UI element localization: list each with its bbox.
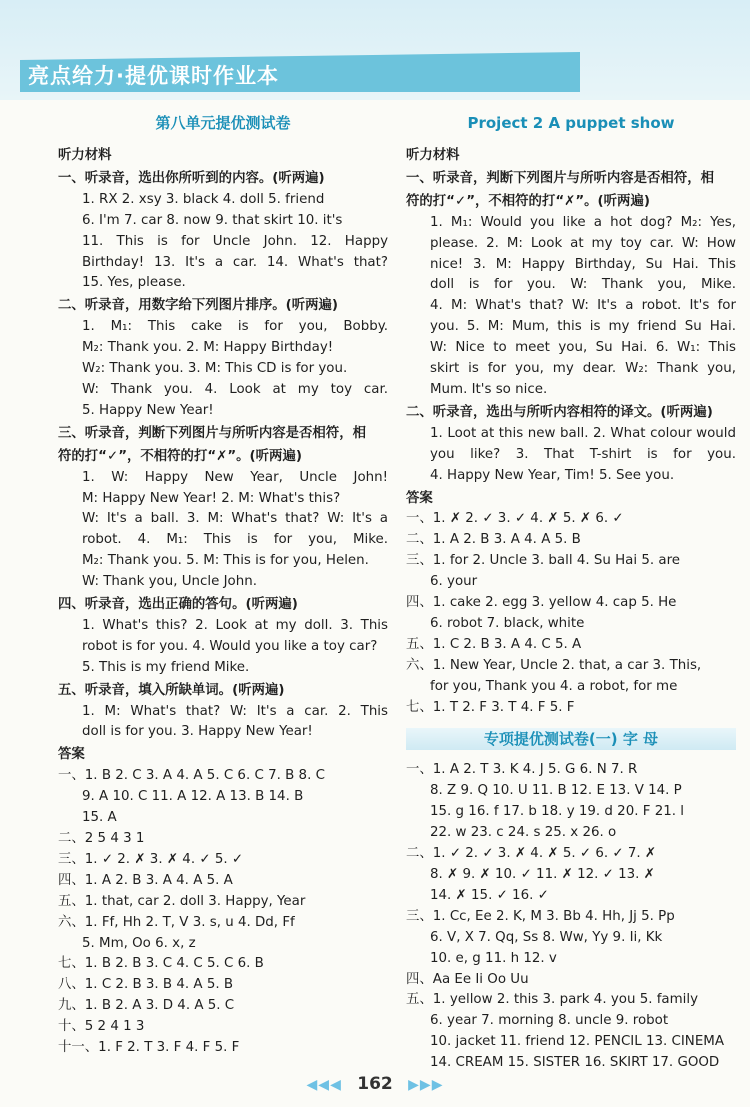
text-line: W: Thank you. 4. Look at my toy car.	[82, 381, 388, 397]
text-line: 七、1. T 2. F 3. T 4. F 5. F	[406, 699, 575, 715]
text-line: 六、1. Ff, Hh 2. T, V 3. s, u 4. Dd, Ff	[58, 914, 295, 930]
text-line: 4. Happy New Year, Tim! 5. See you.	[430, 467, 675, 483]
text-line: 6. V, X 7. Qq, Ss 8. Ww, Yy 9. Ii, Kk	[430, 929, 663, 945]
text-line: 答案	[406, 490, 433, 506]
text-line: 8. ✗ 9. ✗ 10. ✓ 11. ✗ 12. ✓ 13. ✗	[430, 867, 655, 882]
text-line: 四、Aa Ee Ii Oo Uu	[406, 971, 529, 987]
text-line: 七、1. B 2. B 3. C 4. C 5. C 6. B	[58, 956, 264, 972]
text-line: 八、1. C 2. B 3. B 4. A 5. B	[58, 977, 234, 993]
text-line: you like? 3. That T-shirt is for you.	[430, 446, 736, 462]
section-title-letters: 专项提优测试卷(一) 字 母	[406, 728, 736, 750]
right-lines	[406, 146, 736, 718]
right-arrows-icon: ▶▶▶	[408, 1077, 444, 1093]
text-line: 二、2 5 4 3 1	[58, 831, 145, 846]
text-line: 1. M₁: Would you like a hot dog? M₂: Yes,	[430, 214, 736, 230]
text-line: 11. This is for Uncle John. 12. Happy	[82, 233, 388, 249]
text-line: 一、1. B 2. C 3. A 4. A 5. C 6. C 7. B 8. C	[58, 768, 325, 784]
text-line: 符的打“✓”，不相符的打“✗”。(听两遍)	[58, 448, 302, 464]
page-header	[0, 0, 750, 100]
text-line: 答案	[58, 747, 85, 763]
text-line: 1. M₁: This cake is for you, Bobby.	[82, 319, 388, 335]
text-line: 一、1. ✗ 2. ✓ 3. ✓ 4. ✗ 5. ✗ 6. ✓	[406, 511, 624, 527]
text-line: 14. ✗ 15. ✓ 16. ✓	[430, 887, 549, 903]
text-line: 四、听录音，选出正确的答句。(听两遍)	[58, 597, 298, 613]
page-footer	[0, 1074, 750, 1094]
text-line: 15. A	[82, 810, 117, 826]
text-line: 6. I'm 7. car 8. now 9. that skirt 10. it's	[82, 212, 343, 228]
brand-title: 亮点给力·提优课时作业本	[28, 64, 279, 88]
text-line: 十、5 2 4 1 3	[58, 1019, 145, 1035]
text-line: 二、1. A 2. B 3. A 4. A 5. B	[406, 532, 581, 548]
text-line: 五、1. that, car 2. doll 3. Happy, Year	[58, 893, 306, 909]
text-line: you. 5. M: Mum, this is my friend Su Hai.	[430, 319, 736, 335]
text-line: 二、1. ✓ 2. ✓ 3. ✗ 4. ✗ 5. ✓ 6. ✓ 7. ✗	[406, 846, 657, 862]
text-line: 四、1. A 2. B 3. A 4. A 5. A	[58, 872, 233, 888]
text-line: 22. w 23. c 24. s 25. x 26. o	[430, 825, 617, 841]
text-line: 一、听录音，选出你所听到的内容。(听两遍)	[58, 170, 325, 186]
text-line: 6. your	[430, 574, 478, 590]
text-line: 1. W: Happy New Year, Uncle John!	[82, 469, 388, 485]
text-line: M₂: Thank you. 2. M: Happy Birthday!	[82, 340, 334, 356]
text-line: 四、1. cake 2. egg 3. yellow 4. cap 5. He	[406, 595, 677, 611]
page-number: 162	[357, 1074, 393, 1094]
text-line: 1. Loot at this new ball. 2. What colour would	[430, 425, 736, 441]
text-line: 一、听录音，判断下列图片与所听内容是否相符，相	[406, 170, 714, 186]
text-line: 五、1. C 2. B 3. A 4. C 5. A	[406, 636, 582, 652]
left-column	[58, 110, 388, 1059]
text-line: nice! 3. M: Happy Birthday, Su Hai. This	[430, 256, 736, 272]
text-line: robot. 4. M₁: This is for you, Mike.	[82, 532, 388, 548]
right-lines2	[406, 760, 736, 1074]
text-line: 三、1. Cc, Ee 2. K, M 3. Bb 4. Hh, Jj 5. Pp	[406, 908, 675, 924]
text-line: 4. M: What's that? W: It's a robot. It's for	[430, 298, 736, 314]
text-line: 五、1. yellow 2. this 3. park 4. you 5. family	[406, 992, 699, 1008]
text-line: W₂: Thank you. 3. M: This CD is for you.	[82, 361, 348, 377]
text-line: 九、1. B 2. A 3. D 4. A 5. C	[58, 998, 235, 1014]
right-column	[406, 110, 736, 1074]
text-line: 三、1. for 2. Uncle 3. ball 4. Su Hai 5. are	[406, 553, 681, 569]
text-line: W: Thank you, Uncle John.	[82, 574, 257, 590]
text-line: 听力材料	[58, 148, 112, 163]
section-title-project2: Project 2 A puppet show	[467, 114, 675, 132]
text-line: 15. Yes, please.	[82, 275, 186, 291]
text-line: 一、1. A 2. T 3. K 4. J 5. G 6. N 7. R	[406, 762, 638, 778]
text-line: 1. RX 2. xsy 3. black 4. doll 5. friend	[82, 191, 325, 207]
text-line: for you, Thank you 4. a robot, for me	[430, 678, 678, 694]
text-line: 15. g 16. f 17. b 18. y 19. d 20. F 21. l	[430, 804, 684, 820]
text-line: 六、1. New Year, Uncle 2. that, a car 3. This,	[406, 657, 702, 673]
left-arrows-icon: ◀◀◀	[306, 1077, 342, 1093]
text-line: 5. Happy New Year!	[82, 402, 214, 418]
text-line: 二、听录音，用数字给下列图片排序。(听两遍)	[58, 298, 339, 314]
text-line: please. 2. M: Look at my toy car. W: How	[430, 235, 736, 251]
text-line: 二、听录音，选出与所听内容相符的译文。(听两遍)	[406, 404, 713, 420]
text-line: 10. jacket 11. friend 12. PENCIL 13. CINEMA	[430, 1034, 724, 1050]
text-line: 6. robot 7. black, white	[430, 615, 585, 631]
text-line: 9. A 10. C 11. A 12. A 13. B 14. B	[82, 789, 304, 805]
section-title-unit8: 第八单元提优测试卷	[155, 114, 291, 132]
left-lines	[58, 146, 388, 1059]
text-line: doll is for you. 3. Happy New Year!	[82, 724, 313, 740]
text-line: doll is for you. W: Thank you, Mike.	[430, 277, 736, 293]
text-line: skirt is for you, my dear. W₂: Thank you,	[430, 361, 736, 377]
text-line: 听力材料	[406, 148, 460, 163]
text-line: W: Nice to meet you, Su Hai. 6. W₁: This	[430, 340, 736, 356]
text-line: 三、1. ✓ 2. ✗ 3. ✗ 4. ✓ 5. ✓	[58, 851, 244, 867]
text-line: 6. year 7. morning 8. uncle 9. robot	[430, 1013, 669, 1029]
text-line: M₂: Thank you. 5. M: This is for you, Helen.	[82, 553, 369, 569]
text-line: 8. Z 9. Q 10. U 11. B 12. E 13. V 14. P	[430, 783, 682, 799]
text-line: 五、听录音，填入所缺单词。(听两遍)	[58, 682, 285, 698]
text-line: Mum. It's so nice.	[430, 381, 548, 397]
text-line: 十一、1. F 2. T 3. F 4. F 5. F	[58, 1040, 240, 1056]
text-line: robot is for you. 4. Would you like a toy car?	[82, 638, 378, 654]
text-line: 1. M: What's that? W: It's a car. 2. This	[82, 703, 388, 719]
text-line: M: Happy New Year! 2. M: What's this?	[82, 490, 341, 506]
text-line: 5. Mm, Oo 6. x, z	[82, 935, 196, 951]
text-line: 1. What's this? 2. Look at my doll. 3. This	[82, 617, 388, 633]
text-line: W: It's a ball. 3. M: What's that? W: It's a	[82, 511, 388, 527]
text-line: 5. This is my friend Mike.	[82, 659, 250, 675]
text-line: 14. CREAM 15. SISTER 16. SKIRT 17. GOOD	[430, 1055, 720, 1071]
text-line: 三、听录音，判断下列图片与所听内容是否相符，相	[58, 425, 366, 441]
text-line: Birthday! 13. It's a car. 14. What's that?	[82, 254, 388, 270]
text-line: 符的打“✓”，不相符的打“✗”。(听两遍)	[406, 193, 650, 209]
text-line: 10. e, g 11. h 12. v	[430, 950, 557, 966]
